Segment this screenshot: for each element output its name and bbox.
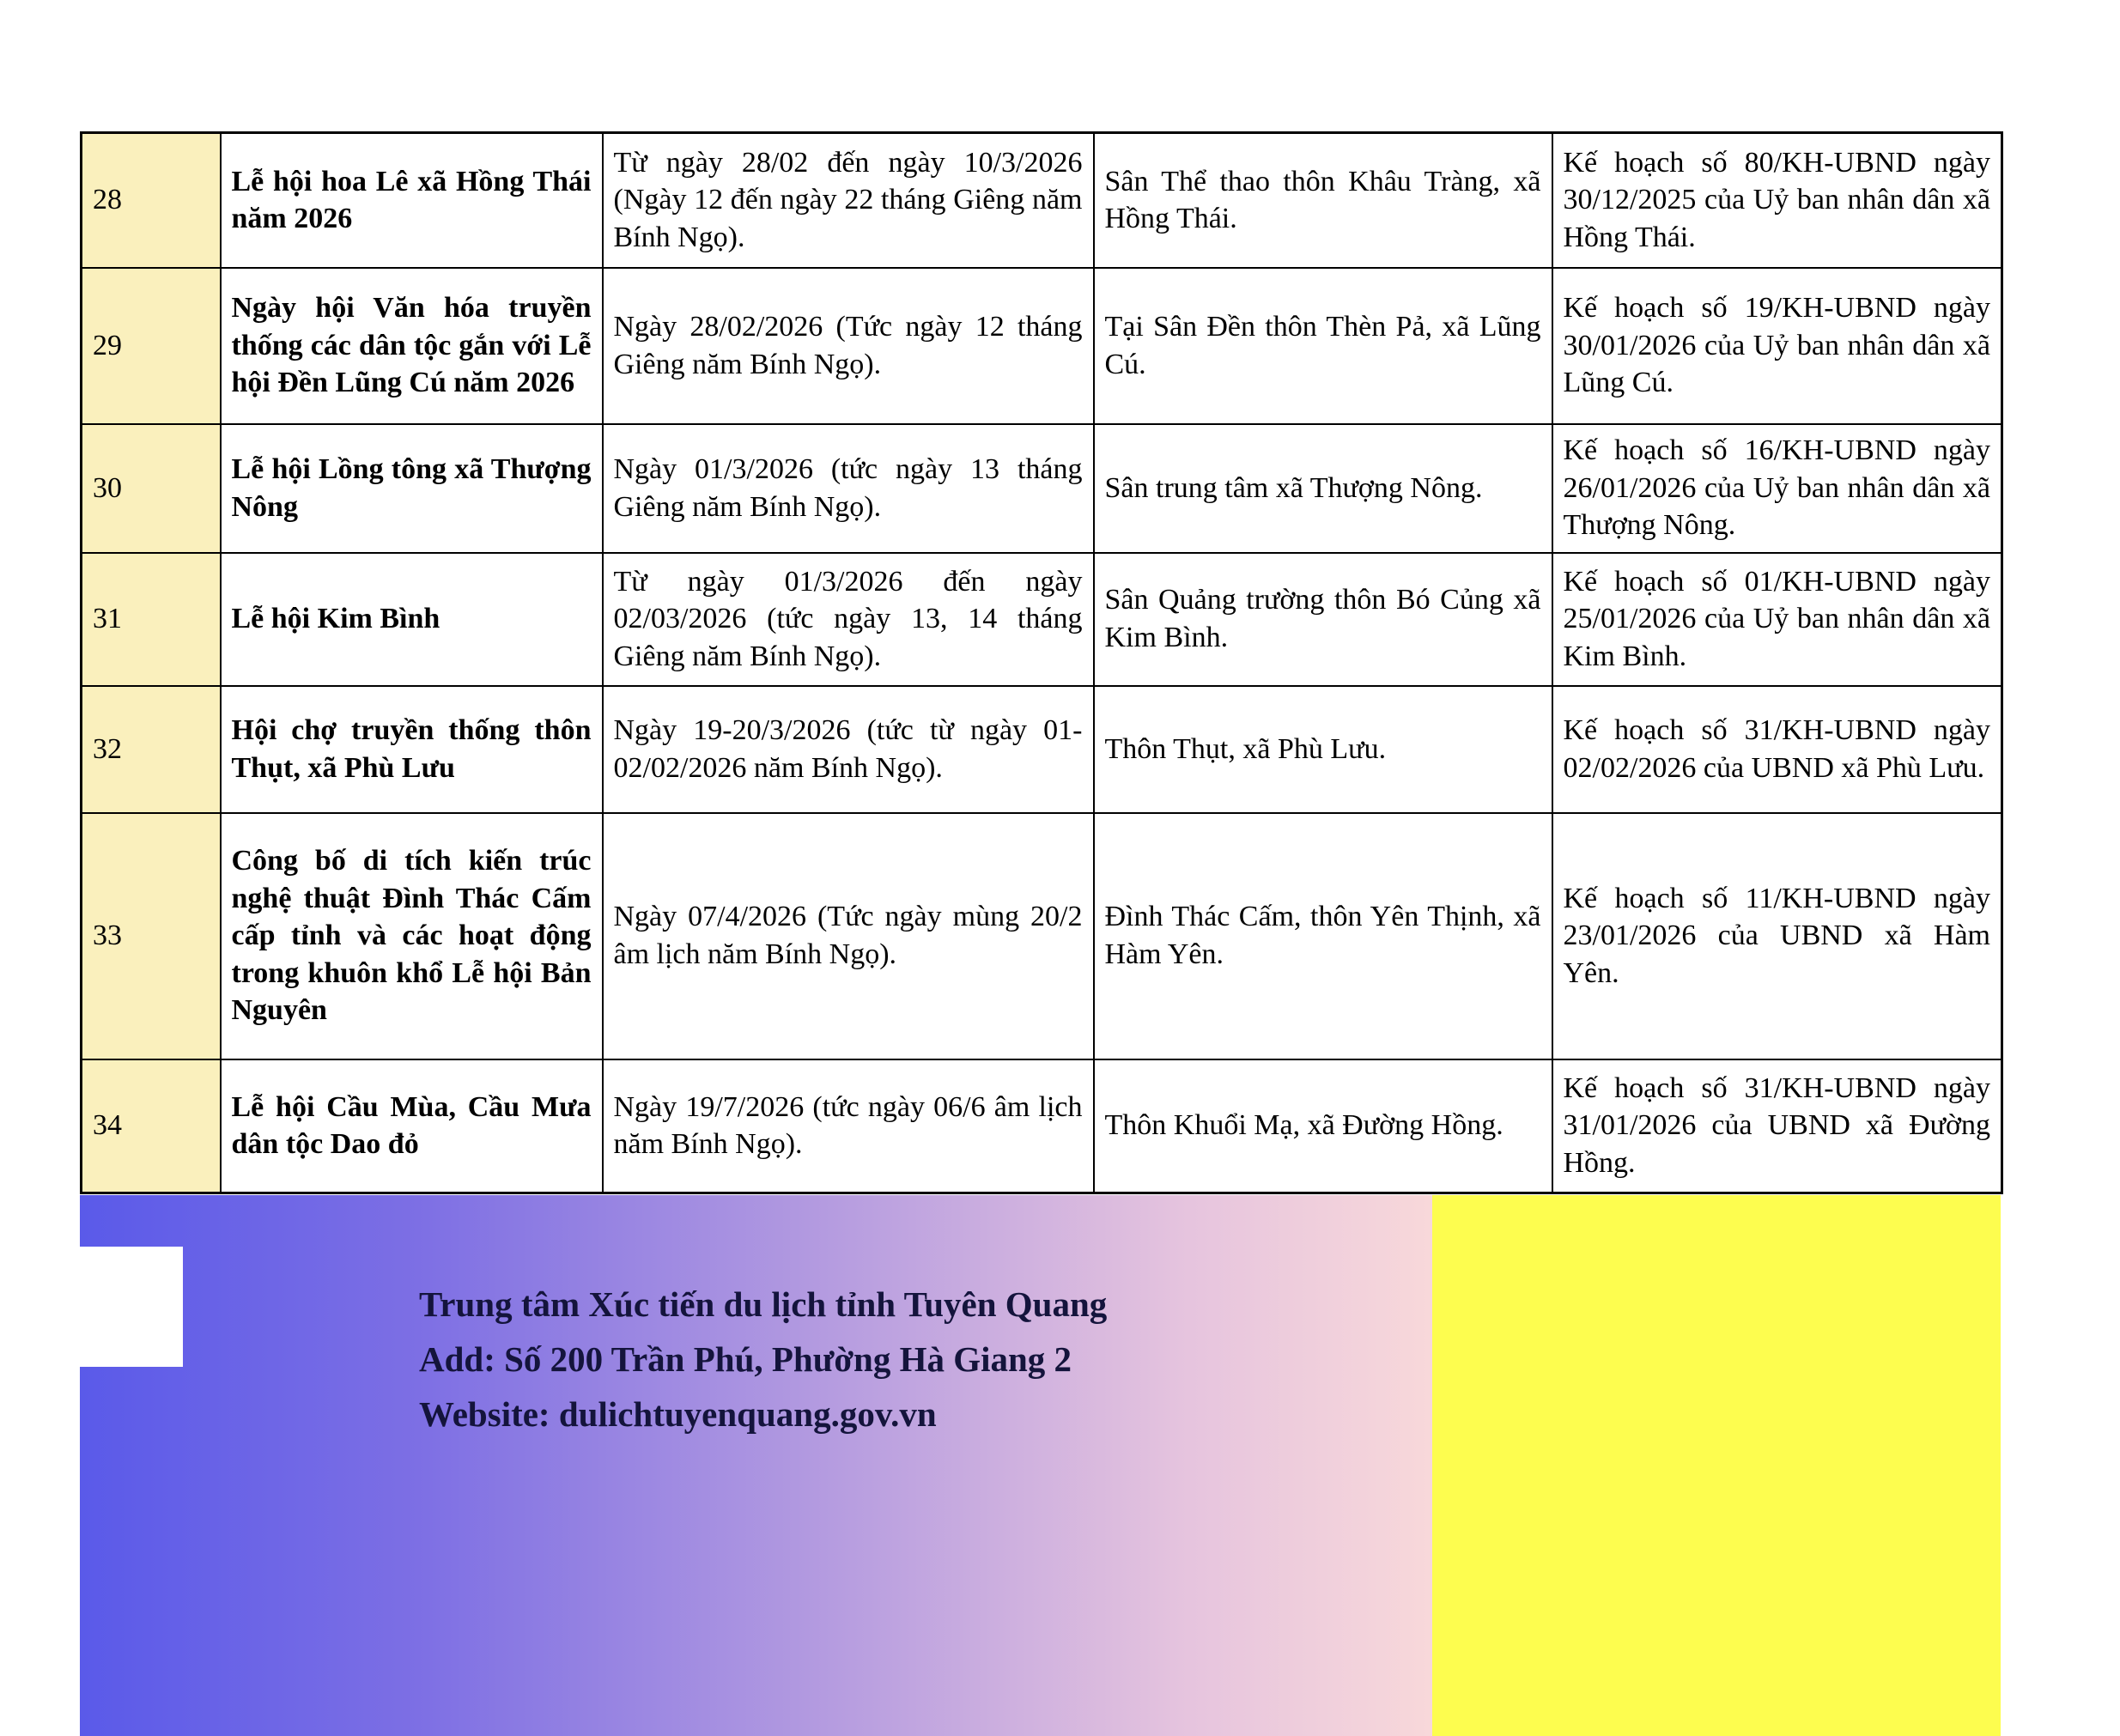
festival-place-cell: Thôn Thụt, xã Phù Lưu. — [1094, 686, 1552, 813]
footer-website: Website: dulichtuyenquang.gov.vn — [419, 1394, 937, 1434]
festival-name-cell: Lễ hội Lồng tông xã Thượng Nông — [221, 424, 603, 553]
festival-name-cell: Lễ hội hoa Lê xã Hồng Thái năm 2026 — [221, 133, 603, 268]
row-number-cell: 31 — [82, 553, 221, 686]
row-number-cell: 29 — [82, 268, 221, 424]
table-row — [82, 1059, 2002, 1193]
festival-time-cell: Ngày 07/4/2026 (Tức ngày mùng 20/2 âm lịch năm Bính Ngọ). — [603, 813, 1094, 1059]
festival-name-cell: Lễ hội Cầu Mùa, Cầu Mưa dân tộc Dao đỏ — [221, 1059, 603, 1193]
festival-time-cell: Từ ngày 01/3/2026 đến ngày 02/03/2026 (tức ngày 13, 14 tháng Giêng năm Bính Ngọ). — [603, 553, 1094, 686]
festival-place-cell: Sân Thể thao thôn Khâu Tràng, xã Hồng Thái. — [1094, 133, 1552, 268]
table-row — [82, 813, 2002, 1059]
festival-plan-cell: Kế hoạch số 16/KH-UBND ngày 26/01/2026 của Uỷ ban nhân dân xã Thượng Nông. — [1552, 424, 2002, 553]
festival-time-cell: Từ ngày 28/02 đến ngày 10/3/2026 (Ngày 12 đến ngày 22 tháng Giêng năm Bính Ngọ). — [603, 133, 1094, 268]
festival-plan-cell: Kế hoạch số 31/KH-UBND ngày 02/02/2026 của UBND xã Phù Lưu. — [1552, 686, 2002, 813]
festival-plan-cell: Kế hoạch số 01/KH-UBND ngày 25/01/2026 của Uỷ ban nhân dân xã Kim Bình. — [1552, 553, 2002, 686]
festival-name-cell: Công bố di tích kiến trúc nghệ thuật Đình Thác Cấm cấp tỉnh và các hoạt động trong khuôn khổ Lễ hội Bản Nguyên — [221, 813, 603, 1059]
festival-name-cell: Ngày hội Văn hóa truyền thống các dân tộc gắn với Lễ hội Đền Lũng Cú năm 2026 — [221, 268, 603, 424]
festival-time-cell: Ngày 19-20/3/2026 (tức từ ngày 01- 02/02/2026 năm Bính Ngọ). — [603, 686, 1094, 813]
festival-time-cell: Ngày 01/3/2026 (tức ngày 13 tháng Giêng năm Bính Ngọ). — [603, 424, 1094, 553]
row-number-cell: 28 — [82, 133, 221, 268]
festival-schedule-table — [80, 131, 2003, 1194]
row-number-cell: 32 — [82, 686, 221, 813]
festival-place-cell: Sân Quảng trường thôn Bó Củng xã Kim Bình. — [1094, 553, 1552, 686]
festival-place-cell: Tại Sân Đền thôn Thèn Pả, xã Lũng Cú. — [1094, 268, 1552, 424]
table-row — [82, 424, 2002, 553]
row-number-cell: 30 — [82, 424, 221, 553]
festival-place-cell: Thôn Khuổi Mạ, xã Đường Hồng. — [1094, 1059, 1552, 1193]
festival-plan-cell: Kế hoạch số 11/KH-UBND ngày 23/01/2026 của UBND xã Hàm Yên. — [1552, 813, 2002, 1059]
table-row — [82, 133, 2002, 268]
festival-time-cell: Ngày 19/7/2026 (tức ngày 06/6 âm lịch năm Bính Ngọ). — [603, 1059, 1094, 1193]
festival-plan-cell: Kế hoạch số 80/KH-UBND ngày 30/12/2025 của Uỷ ban nhân dân xã Hồng Thái. — [1552, 133, 2002, 268]
footer-gradient-panel — [80, 1195, 1432, 1736]
footer-address: Add: Số 200 Trần Phú, Phường Hà Giang 2 — [419, 1339, 1072, 1379]
row-number-cell: 34 — [82, 1059, 221, 1193]
row-number-cell: 33 — [82, 813, 221, 1059]
festival-name-cell: Hội chợ truyền thống thôn Thụt, xã Phù Lưu — [221, 686, 603, 813]
festival-time-cell: Ngày 28/02/2026 (Tức ngày 12 tháng Giêng năm Bính Ngọ). — [603, 268, 1094, 424]
table-row — [82, 553, 2002, 686]
footer-banner — [80, 1195, 2001, 1736]
white-notch — [80, 1247, 183, 1367]
festival-name-cell: Lễ hội Kim Bình — [221, 553, 603, 686]
festival-plan-cell: Kế hoạch số 19/KH-UBND ngày 30/01/2026 của Uỷ ban nhân dân xã Lũng Cú. — [1552, 268, 2002, 424]
footer-yellow-panel — [1432, 1195, 2001, 1736]
festival-place-cell: Đình Thác Cấm, thôn Yên Thịnh, xã Hàm Yên. — [1094, 813, 1552, 1059]
table-row — [82, 268, 2002, 424]
festival-place-cell: Sân trung tâm xã Thượng Nông. — [1094, 424, 1552, 553]
footer-org-name: Trung tâm Xúc tiến du lịch tỉnh Tuyên Quang — [419, 1284, 1108, 1324]
festival-plan-cell: Kế hoạch số 31/KH-UBND ngày 31/01/2026 của UBND xã Đường Hồng. — [1552, 1059, 2002, 1193]
footer-contact-block — [419, 1277, 1107, 1442]
table-row — [82, 686, 2002, 813]
